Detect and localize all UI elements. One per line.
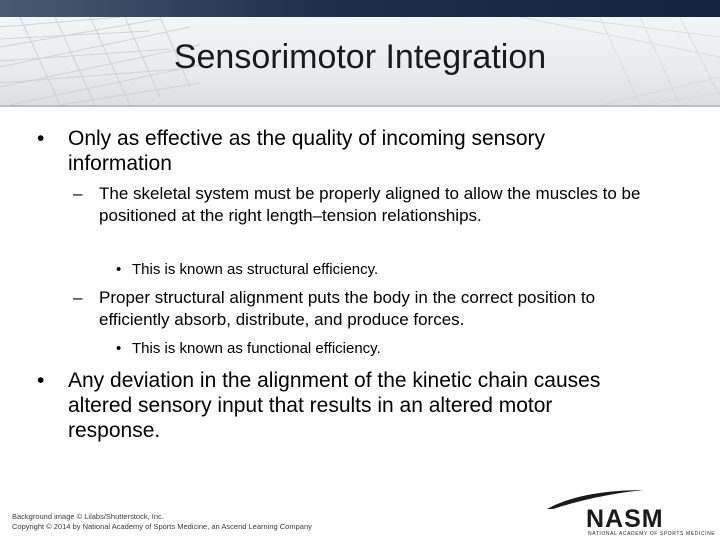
background-credit: Background image © Lilabs/Shutterstock, Inc. — [12, 512, 164, 521]
bullet-text: Any deviation in the alignment of the kinetic chain causes altered sensory input that results in an altered motor response. — [68, 369, 601, 442]
bullet-marker: • — [116, 340, 122, 357]
nasm-wordmark: NASM — [586, 505, 664, 533]
sub-bullet-text: Proper structural alignment puts the body in the correct position to efficiently absorb, distribute, and produce forces. — [99, 288, 596, 329]
nasm-logo-subtitle: NATIONAL ACADEMY OF SPORTS MEDICINE — [588, 531, 716, 537]
dash-marker: – — [73, 288, 83, 307]
sub-bullet-text: The skeletal system must be properly aligned to allow the muscles to be positioned at the right length–tension relationships. — [99, 184, 641, 225]
dash-marker: – — [73, 184, 83, 203]
bullet-marker: • — [116, 261, 122, 278]
bullet-marker: • — [37, 127, 45, 150]
sub-sub-bullet-text: This is known as functional efficiency. — [132, 340, 381, 357]
copyright-notice: Copyright © 2014 by National Academy of Sports Medicine, an Ascend Learning Company — [12, 522, 312, 531]
top-accent-bar — [0, 0, 720, 17]
bullet-marker: • — [37, 369, 45, 392]
sub-sub-bullet-text: This is known as structural efficiency. — [132, 261, 379, 278]
header-divider — [0, 105, 720, 107]
bullet-text: Only as effective as the quality of incoming sensory information — [68, 127, 546, 175]
nasm-logo — [586, 505, 664, 534]
slide-title: Sensorimotor Integration — [173, 38, 547, 76]
